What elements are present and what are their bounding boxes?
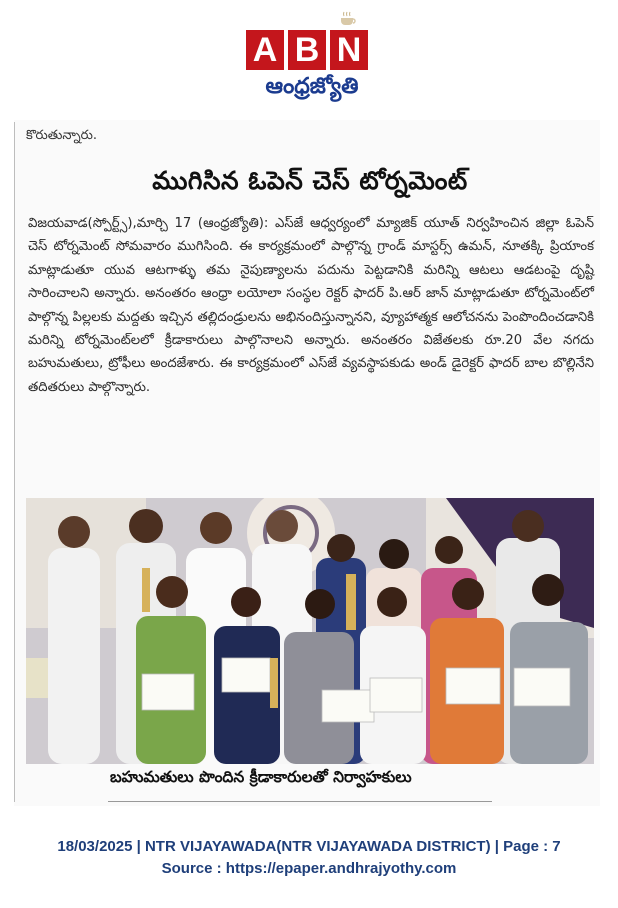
photo-caption: బహుమతులు పొందిన క్రీడాకారులతో నిర్వాహకులు xyxy=(110,768,412,786)
logo-letter-n: N xyxy=(330,30,368,70)
article-body xyxy=(28,212,594,399)
abn-andhrajyothy-logo xyxy=(246,8,374,104)
article-photo xyxy=(26,498,594,764)
article-headline: ముగిసిన ఓపెన్ చెస్ టోర్నమెంట్ xyxy=(152,166,468,195)
article-paragraph: విజయవాడ(స్పోర్ట్స్),మార్చి 17 (ఆంధ్రజ్యోతి): ఎస్‌జే ఆధ్వర్యంలో మ్యాజిక్ యూత్ నిర్వహించిన జిల్లా ఓపెన్ చెస్ టోర్నమెంట్ సోమవారం ముగిసింది. ఈ కార్యక్రమంలో పాల్గొన్న గ్రాండ్ మాస్టర్స్ ఉమన్, నూతక్కి ప్రియాంక మాట్లాడుతూ యువ ఆటగాళ్ళు తమ నైపుణ్యాలను పదును పెట్టడానికి మరిన్ని ఆటలు ఆడటంపై దృష్టి సారించాలని అన్నారు. అనంతరం ఆంధ్రా లయోలా సంస్థల రెక్టర్ ఫాదర్ పి.ఆర్ జాన్ మాట్లాడుతూ టోర్నమెంట్‌లో పాల్గొన్న పిల్లలకు మద్దతు ఇచ్చిన తల్లిదండ్రులను అభినందిస్తున్నానని, వ్యూహాత్మక ఆలోచనను పెంపొందించడానికి మరిన్ని టోర్నమెంట్‌లలో క్రీడాకారులు పాల్గొనాలని అన్నారు. అనంతరం విజేతలకు రూ.20 వేల నగదు బహుమతులు, ట్రోఫీలు అందజేశారు. ఈ కార్యక్రమంలో ఎస్‌జే వ్యవస్థాపకుడు అండ్ డైరెక్టర్ ఫాదర్ బాల బొల్లినేని తదితరులు పాల్గొన్నారు. xyxy=(28,216,594,395)
logo-letter-b: B xyxy=(288,30,326,70)
previous-article-fragment: కొరుతున్నారు. xyxy=(26,128,97,143)
caption-underline xyxy=(108,801,492,802)
logo-subtitle: ఆంధ్రజ్యోతి xyxy=(265,74,359,99)
abn-letters xyxy=(246,30,368,70)
footer-source: Source : https://epaper.andhrajyothy.com xyxy=(161,860,457,877)
group-photo-illustration xyxy=(26,498,594,764)
footer-date-edition: 18/03/2025 | NTR VIJAYAWADA(NTR VIJAYAWADA DISTRICT) | Page : 7 xyxy=(57,838,561,855)
steaming-cup-icon xyxy=(338,10,358,26)
clipping-left-border xyxy=(14,122,15,802)
logo-letter-a: A xyxy=(246,30,284,70)
